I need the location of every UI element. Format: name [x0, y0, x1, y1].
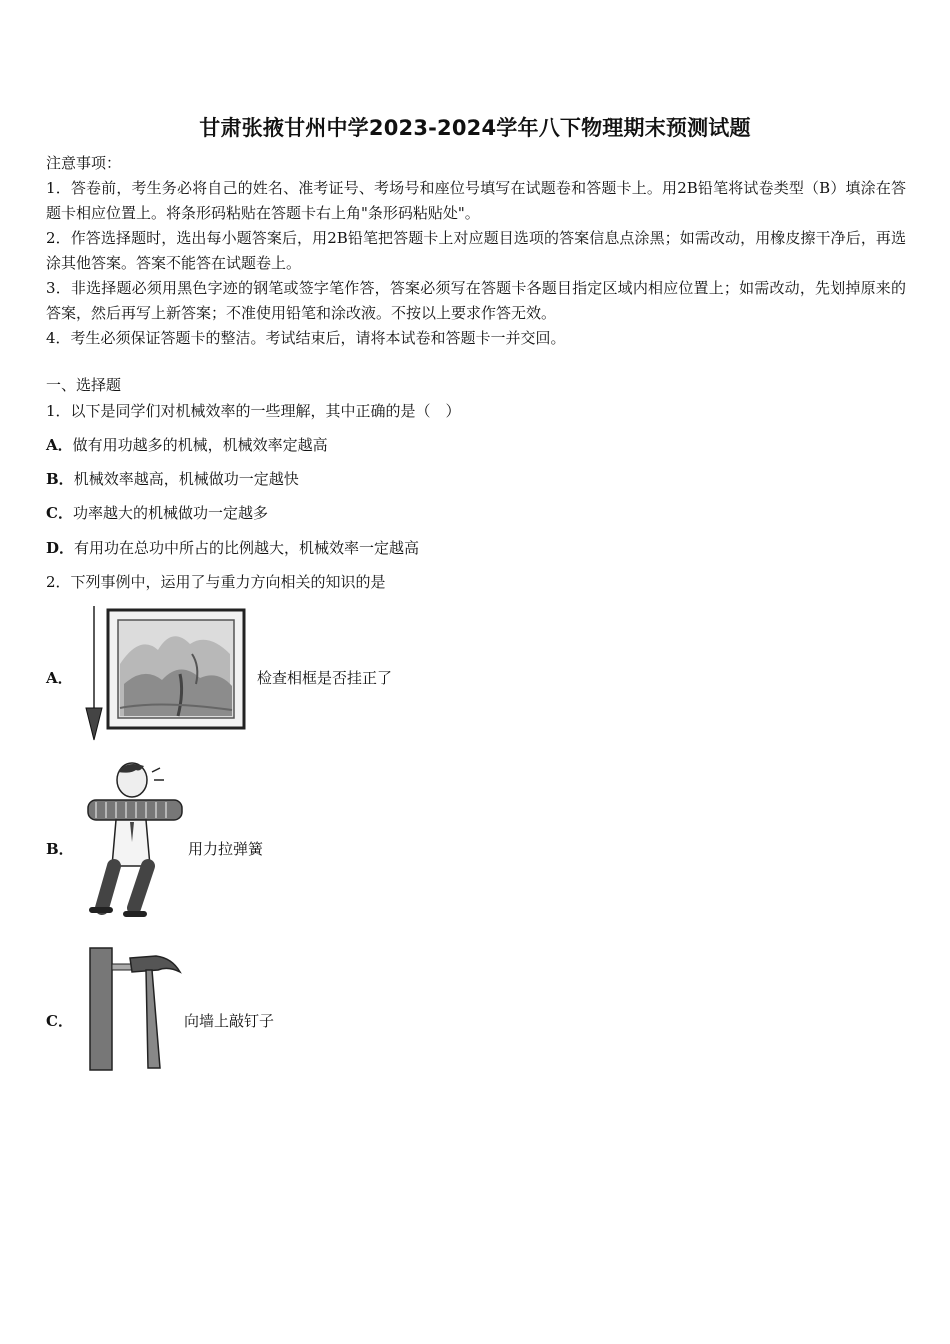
option-text: 机械效率越高，机械做功一定越快: [73, 470, 299, 488]
q2-option-c-caption: 向墙上敲钉子: [184, 1012, 275, 1030]
page-title: 甘肃张掖甘州中学2023-2024学年八下物理期末预测试题: [199, 116, 751, 140]
q1-option-d: [46, 537, 419, 558]
option-letter: A．: [46, 436, 73, 454]
note-item: 2．作答选择题时，选出每小题答案后，用2B铅笔把答题卡上对应题目选项的答案信息点涂黑；如需改动，用橡皮擦干净后，再选涂其他答案。答案不能答在试题卷上。: [46, 229, 906, 272]
notes-block: [46, 151, 906, 351]
option-text: 有用功在总功中所占的比例越大，机械效率一定越高: [74, 539, 420, 557]
question-2-stem: 2．下列事例中，运用了与重力方向相关的知识的是: [46, 573, 386, 591]
question-1-stem: 1．以下是同学们对机械效率的一些理解，其中正确的是（ ）: [46, 402, 461, 420]
option-letter: D．: [46, 539, 75, 557]
option-text: 功率越大的机械做功一定越多: [72, 504, 268, 522]
hammer-nail-wall-icon: [86, 946, 186, 1074]
notes-heading: 注意事项：: [46, 154, 122, 172]
option-letter: B．: [46, 470, 74, 488]
q2-option-b-caption: 用力拉弹簧: [188, 840, 264, 858]
q2-option-a-letter: A．: [46, 669, 73, 687]
option-text: 做有用功越多的机械，机械效率定越高: [72, 436, 328, 454]
option-letter: C．: [46, 504, 73, 522]
man-pulling-spring-icon: [78, 758, 188, 923]
section-heading: 一、选择题: [46, 376, 122, 394]
note-item: 1．答卷前，考生务必将自己的姓名、准考证号、考场号和座位号填写在试题卷和答题卡上。用2B铅笔将试卷类型（B）填涂在答题卡相应位置上。将条形码粘贴在答题卡右上角"条形码粘贴处"。: [46, 179, 906, 222]
q1-option-c: [46, 502, 268, 523]
q1-option-b: [46, 468, 299, 489]
q2-option-c-letter: C．: [46, 1012, 73, 1030]
note-item: 3．非选择题必须用黑色字迹的钢笔或签字笔作答，答案必须写在答题卡各题目指定区域内相应位置上；如需改动，先划掉原来的答案，然后再写上新答案；不准使用铅笔和涂改液。不按以上要求作答无效。: [46, 279, 906, 322]
note-item: 4．考生必须保证答题卡的整洁。考试结束后，请将本试卷和答题卡一并交回。: [46, 329, 566, 347]
q2-option-b-letter: B．: [46, 840, 74, 858]
q2-option-a-caption: 检查相框是否挂正了: [257, 669, 393, 687]
plumb-line-picture-frame-icon: [80, 604, 250, 744]
q1-option-a: [46, 434, 328, 455]
